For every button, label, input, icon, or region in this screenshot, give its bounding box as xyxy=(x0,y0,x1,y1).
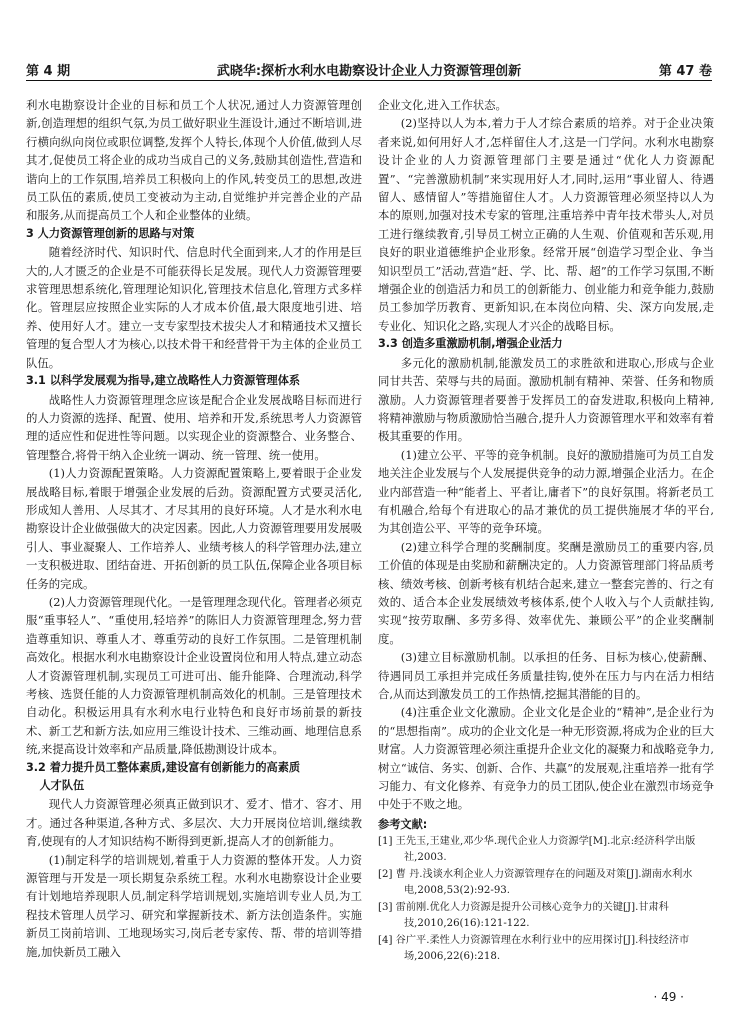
paragraph: 多元化的激励机制,能激发员工的求胜欲和进取心,形成与企业同甘共苦、荣辱与共的局面。激励机制有精神、荣誉、任务和物质激励。人力资源管理者要善于发挥员工的奋发进取,积极向上精神,将精神激励与物质激励恰当融合,提升人力资源管理水平和效率有着极其重要的作用。 xyxy=(378,355,714,444)
paragraph: (4)注重企业文化激励。企业文化是企业的“精神”,是企业行为的“思想指南”。成功的企业文化是一种无形资源,将成为企业的巨大财富。人力资源管理必须注重提升企业文化的凝聚力和战略竞争力,树立“诚信、务实、创新、合作、共赢”的发展观,注重培养一批有学习能力、有文化修养、有竞争力的员工团队,使企业在激烈市场竞争中处于不败之地。 xyxy=(378,705,714,812)
section-heading: 3 人力资源管理创新的思路与对策 xyxy=(26,226,195,240)
subsection-heading: 3.3 创造多重激励机制,增强企业活力 xyxy=(378,337,563,351)
paragraph: (3)建立目标激励机制。以承担的任务、目标为核心,使薪酬、待遇同员工承担并完成任务质量挂钩,使外在压力与内在活力相结合,从而达到激发员工的工作热情,挖掘其潜能的目的。 xyxy=(378,650,714,701)
reference-item: [3] 雷前刚.优化人力资源是提升公司核心竞争力的关键[J].甘肃科技,2010,26(16):121-122. xyxy=(378,901,669,930)
subsection-heading-line2: 人才队伍 xyxy=(39,779,85,793)
reference-item: [2] 曹 丹.浅谈水利企业人力资源管理存在的问题及对策[J].湖南水利水电,2008,53(2):92-93. xyxy=(378,868,693,897)
paragraph: 利水电勘察设计企业的目标和员工个人状况,通过人力资源管理创新,创造理想的组织气氛,为员工做好职业生涯设计,通过不断培训,进行横向纵向岗位或职位调整,发挥个人特长,体现个人价值,做到人尽其才,促使员工将企业的成功当成自己的义务,鼓励其创造性,营造和谐向上的工作氛围,培养员工积极向上的作风,转变员工的思想,改进员工队伍的素质,使员工变被动为主动,自觉维护并完善企业的产品和服务,从而提高员工个人和企业整体的业绩。 xyxy=(26,98,362,223)
paragraph: 企业文化,进入工作状态。 xyxy=(378,98,507,112)
paragraph: (1)制定科学的培训规划,着重于人力资源的整体开发。人力资源管理与开发是一项长期复杂系统工程。水利水电勘察设计企业要有计划地培养现职人员,制定科学培训规划,实施培训专业人员,为工程技术管理人员学习、研究和掌握新技术、新方法创造条件。实施新员工岗前培训、工地现场实习,岗后老专家传、帮、带的培训等措施,加快新员工融入 xyxy=(26,852,362,959)
paragraph: (2)建立科学合理的奖酬制度。奖酬是激励员工的重要内容,员工价值的体现是由奖励和薪酬决定的。人力资源管理部门将品质考核、绩效考核、创新考核有机结合起来,建立一整套完善的、行之有效的、适合本企业发展绩效考核体系,使个人收入与个人贡献挂钩,实现“按劳取酬、多劳多得、效率优先、兼顾公平”的企业奖酬制度。 xyxy=(378,539,714,646)
paragraph: (2)人力资源管理现代化。一是管理理念现代化。管理者必须克服“重事轻人”、“重使用,轻培养”的陈旧人力资源管理理念,努力营造尊重知识、尊重人才、尊重劳动的良好工作氛围。二是管理机制高效化。根据水利水电勘察设计企业设置岗位和用人特点,建立动态人才资源管理机制,实现员工可进可出、能升能降、合理流动,科学考核、选贤任能的人力资源管理机制高效化的机制。三是管理技术自动化。积极运用具有水利水电行业特色和良好市场前景的新技术、新工艺和新方法,如应用三维设计技术、三维动画、地理信息系统,来提高设计效率和产品质量,降低勘测设计成本。 xyxy=(26,594,362,757)
issue-number: 第 4 期 xyxy=(26,64,71,79)
volume-number: 第 47 卷 xyxy=(658,64,712,79)
reference-item: [4] 谷广平.柔性人力资源管理在水利行业中的应用探讨[J].科技经济市场,2006,22(6):218. xyxy=(378,934,690,963)
reference-item: [1] 王先玉,王建业,邓少华.现代企业人力资源学[M].北京:经济科学出版社,2003. xyxy=(378,835,696,864)
subsection-heading: 3.1 以科学发展观为指导,建立战略性人力资源管理体系 xyxy=(26,374,301,388)
references-heading: 参考文献: xyxy=(378,817,428,831)
page-number: · 49 · xyxy=(653,990,684,1004)
paragraph: 现代人力资源管理必须真正做到识才、爱才、惜才、容才、用才。通过各种渠道,各种方式、多层次、大力开展岗位培训,继续教育,使现有的人才知识结构不断得到更新,提高人才的创新能力。 xyxy=(26,797,362,849)
paragraph: 战略性人力资源管理理念应该是配合企业发展战略目标而进行的人力资源的选择、配置、使用、培养和开发,系统思考人力资源管理的适应性和促进性等问题。以实现企业的资源整合、业务整合、管理整合,将骨干纳入企业统一调动、统一管理、统一使用。 xyxy=(26,392,362,462)
running-title: 武晓华:探析水利水电勘察设计企业人力资源管理创新 xyxy=(216,64,522,79)
subsection-heading-line1: 3.2 着力提升员工整体素质,建设富有创新能力的高素质 xyxy=(26,760,301,774)
paragraph: (2)坚持以人为本,着力于人才综合素质的培养。对于企业决策者来说,如何用好人才,怎样留住人才,这是一门学问。水利水电勘察设计企业的人力资源管理部门主要是通过“优化人力资源配置”、“完善激励机制”来实现用好人才,同时,运用“事业留人、待遇留人、感情留人”等措施留住人才。人力资源管理必须坚持以人为本的原则,加强对技术专家的管理,注重培养中青年技术带头人,对员工进行继续教育,引导员工树立正确的人生观、价值观和苦乐观,用良好的职业道德维护企业形象。经常开展“创造学习型企业、争当知识型员工”活动,营造“赶、学、比、帮、超”的工作学习氛围,不断增强企业的创造活力和员工的创新能力、创业能力和竞争能力,鼓励员工参加学历教育、更新知识,在本岗位向精、尖、深方向发展,走专业化、知识化之路,实现人才兴企的战略目标。 xyxy=(378,116,714,333)
paragraph: 随着经济时代、知识时代、信息时代全面到来,人才的作用是巨大的,人才匮乏的企业是不可能获得长足发展。现代人力资源管理要求管理思想系统化,管理理论知识化,管理技术信息化,管理方式多样化。管理层应按照企业实际的人才成本价值,最大限度地引进、培养、使用好人才。建立一支专家型技术拔尖人才和精通技术又擅长管理的复合型人才为核心,以技术骨干和经营骨干为主体的企业员工队伍。 xyxy=(26,245,362,370)
running-header xyxy=(26,56,712,81)
subsection-heading xyxy=(26,759,362,796)
right-column xyxy=(378,96,714,966)
paragraph: (1)人力资源配置策略。人力资源配置策略上,要着眼于企业发展战略目标,着眼于增强企业发展的后劲。资源配置方式要灵活化,形成知人善用、人尽其才、才尽其用的良好环境。人才是水利水电勘察设计企业做强做大的决定因素。因此,人力资源管理要用发展吸引人、事业凝聚人、工作培养人、业绩考核人的科学管理办法,建立一支积极进取、团结奋进、开拓创新的员工队伍,保障企业各项目标任务的完成。 xyxy=(26,466,362,591)
left-column xyxy=(26,96,362,961)
paragraph: (1)建立公平、平等的竞争机制。良好的激励措施可为员工自发地关注企业发展与个人发展提供竞争的动力源,增强企业活力。在企业内部营造一种“能者上、平者让,庸者下”的良好氛围。将新老员工有机融合,给每个有进取心的品才兼优的员工提供施展才华的平台,为其创造公平、平等的竞争环境。 xyxy=(378,447,714,536)
